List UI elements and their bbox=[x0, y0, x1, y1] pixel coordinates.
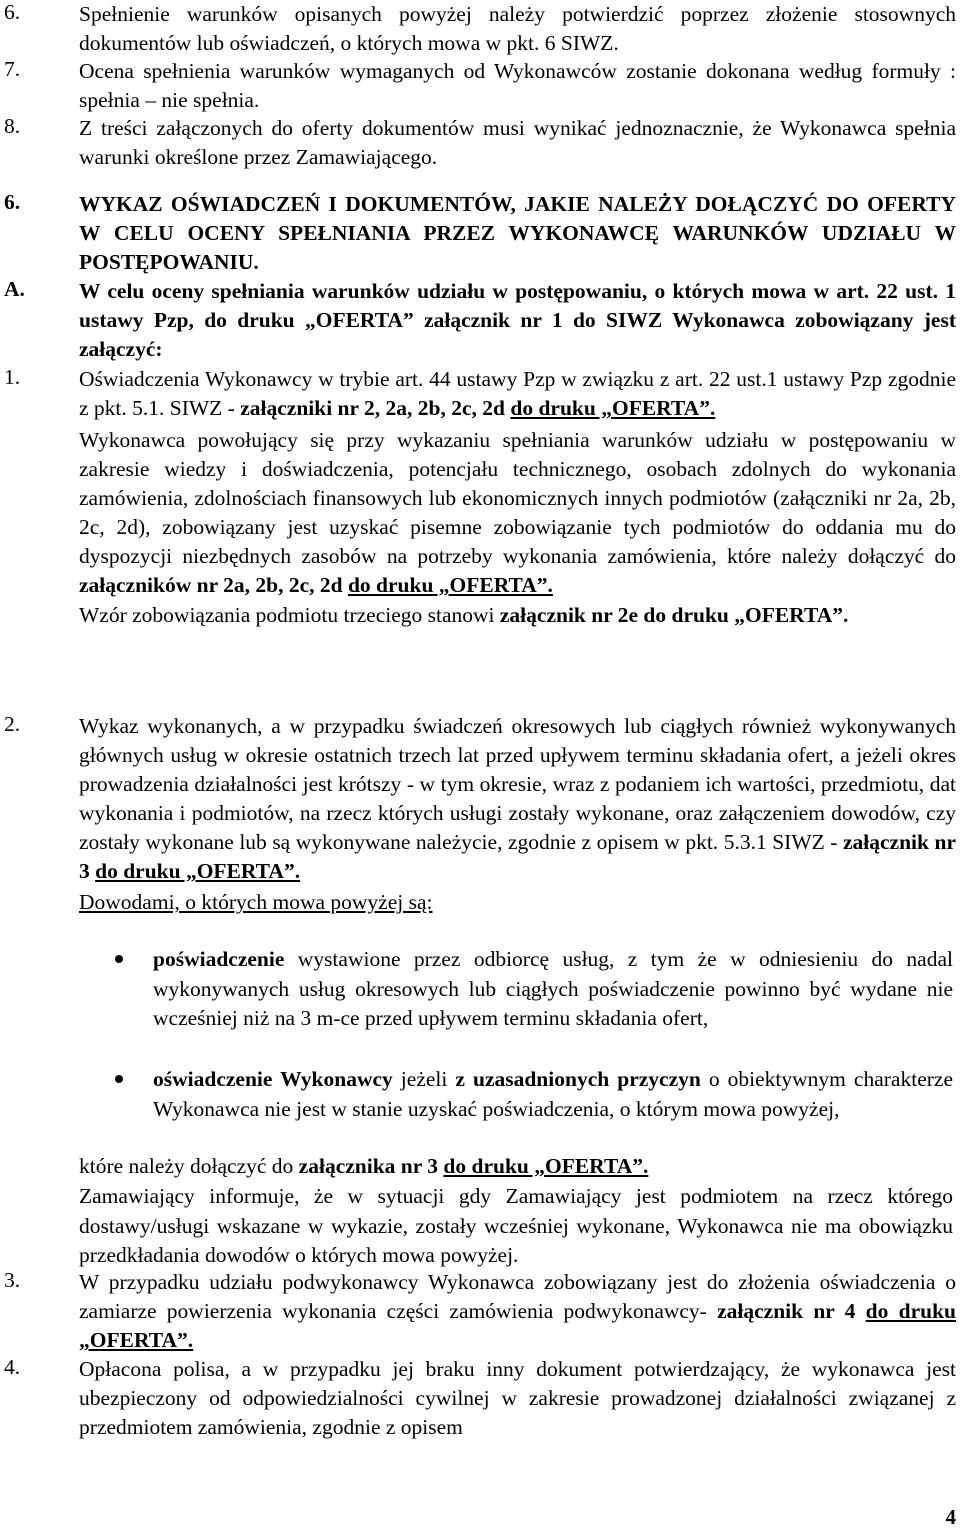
requirement-4-text: Opłacona polisa, a w przypadku jej braku inny dokument potwierdzający, że wykonawca jest ubezpieczony od odpowiedzialności cywilnej w zakresie prowadzonej działalności związanej z przedmiotem zamówienia, zgodnie z opisem bbox=[79, 1357, 956, 1439]
text: które należy dołączyć do bbox=[79, 1154, 299, 1178]
requirement-1-paragraph-3 bbox=[79, 601, 956, 630]
item-number: 7. bbox=[4, 57, 21, 81]
requirement-4 bbox=[4, 1355, 956, 1442]
text: Oświadczenia Wykonawcy w trybie art. 44 ustawy Pzp w związku z art. 22 ust.1 ustawy Pzp zgodnie z pkt. 5.1. SIWZ - bbox=[79, 367, 956, 420]
item-text: Z treści załączonych do oferty dokumentów musi wynikać jednoznacznie, że Wykonawca spełnia warunki określone przez Zamawiającego. bbox=[79, 116, 956, 169]
bold-text: załączników nr 2a, 2b, 2c, 2d bbox=[79, 573, 348, 597]
item-number: 3. bbox=[4, 1268, 21, 1292]
bullet-item-2 bbox=[115, 1065, 953, 1124]
item-number: 8. bbox=[4, 114, 21, 138]
item-number: 6. bbox=[4, 0, 21, 24]
text: W przypadku udziału podwykonawcy Wykonawca zobowiązany jest do złożenia oświadczenia o zamiarze powierzenia wykonania części zamówienia podwykonawcy- bbox=[79, 1270, 956, 1323]
item-number: 1. bbox=[4, 365, 21, 389]
item-text: Ocena spełnienia warunków wymaganych od Wykonawców zostanie dokonana według formuły : spełnia – nie spełnia. bbox=[79, 59, 956, 112]
bold-underlined-text: do druku „OFERTA”. bbox=[443, 1154, 649, 1178]
subsection-heading: W celu oceny spełniania warunków udziału w postępowaniu, o których mowa w art. 22 ust. 1 ustawy Pzp, do druku „OFERTA” załącznik nr 1 do SIWZ Wykonawca zobowiązany jest załączyć: bbox=[79, 279, 956, 361]
item-text: Spełnienie warunków opisanych powyżej należy potwierdzić poprzez złożenie stosownych dokumentów lub oświadczeń, o których mowa w pkt. 6 SIWZ. bbox=[79, 2, 956, 55]
requirement-2-text bbox=[79, 712, 956, 886]
bold-underlined-text: do druku „OFERTA”. bbox=[95, 859, 301, 883]
bullet-item-1 bbox=[115, 945, 953, 1034]
text: jeżeli bbox=[392, 1067, 456, 1091]
evidence-label: Dowodami, o których mowa powyżej są: bbox=[79, 890, 433, 914]
requirement-3-text bbox=[79, 1268, 956, 1355]
bold-text: załącznik nr 3 bbox=[79, 830, 956, 883]
text: Wykonawca powołujący się przy wykazaniu spełniania warunków udziału w postępowaniu w zakresie wiedzy i doświadczenia, potencjału technicznego, osobach zdolnych do wykonania zamówienia, zdolnościach finansowych lub ekonomicznych innych podmiotów (załączniki nr 2a, 2b, 2c, 2d), zobowiązany jest uzyskać pisemne zobowiązanie tych podmiotów do oddania mu do dyspozycji niezbędnych zasobów na potrzeby wykonania zamówienia, które należy dołączyć do bbox=[79, 428, 956, 568]
bold-text: poświadczenie bbox=[153, 947, 285, 971]
section-heading-6 bbox=[4, 190, 956, 277]
bold-text: załącznika nr 3 bbox=[298, 1154, 444, 1178]
text: o obiektywnym charakterze Wykonawca nie jest w stanie uzyskać poświadczenia, o którym mowa powyżej, bbox=[153, 1067, 953, 1121]
requirement-1-text bbox=[79, 365, 956, 423]
info-paragraph: Zamawiający informuje, że w sytuacji gdy Zamawiający jest podmiotem na rzecz którego dostawy/usługi wskazane w wykazie, zostały wcześniej wykonane, Wykonawca nie ma obowiązku przedkładania dowodów o których mowa powyżej. bbox=[79, 1184, 953, 1267]
page-number: 4 bbox=[945, 1505, 956, 1529]
requirement-1 bbox=[4, 365, 956, 630]
subsection-letter: A. bbox=[4, 277, 25, 301]
bullet-text bbox=[153, 945, 953, 1034]
requirement-3 bbox=[4, 1268, 956, 1355]
section-title: WYKAZ OŚWIADCZEŃ I DOKUMENTÓW, JAKIE NALEŻY DOŁĄCZYĆ DO OFERTY W CELU OCENY SPEŁNIANIA PRZEZ WYKONAWCĘ WARUNKÓW UDZIAŁU W POSTĘPOWANIU. bbox=[79, 192, 956, 274]
item-number: 4. bbox=[4, 1355, 21, 1379]
text: wystawione przez odbiorcę usług, z tym że w odniesieniu do nadal wykonywanych usług okresowych lub ciągłych poświadczenie powinno być wydane nie wcześniej niż na 3 m-ce przed upływem terminu składania ofert, bbox=[153, 947, 953, 1030]
bold-text: oświadczenie Wykonawcy bbox=[153, 1067, 393, 1091]
bold-text: załączniki nr 2, 2a, 2b, 2c, 2d bbox=[240, 396, 511, 420]
bold-text: załącznik nr 4 bbox=[717, 1299, 866, 1323]
subsection-a bbox=[4, 277, 956, 364]
text: Wykaz wykonanych, a w przypadku świadczeń okresowych lub ciągłych również wykonywanych głównych usług w okresie ostatnich trzech lat przed upływem terminu składania ofert, a jeżeli okres prowadzenia działalności jest krótszy - w tym okresie, wraz z podaniem ich wartości, przedmiotu, dat wykonania i podmiotów, na rzecz których usługi zostały wykonane, oraz załączeniem dowodów, czy zostały wykonane lub są wykonywane należycie, zgodnie z opisem w pkt. 5.3.1 SIWZ - bbox=[79, 714, 956, 854]
requirement-2 bbox=[4, 712, 956, 917]
section-number: 6. bbox=[4, 190, 21, 214]
bullet-text bbox=[153, 1065, 953, 1124]
bold-underlined-text: do druku „OFERTA”. bbox=[510, 396, 716, 420]
bullet-icon bbox=[115, 1075, 123, 1083]
bullet-icon bbox=[115, 955, 123, 963]
list-item-6 bbox=[4, 0, 956, 58]
bold-text: załącznik nr 2e do druku „OFERTA”. bbox=[499, 603, 849, 627]
list-item-8 bbox=[4, 114, 956, 172]
bold-text: z uzasadnionych przyczyn bbox=[455, 1067, 701, 1091]
after-bullets-paragraph bbox=[79, 1152, 953, 1182]
bold-underlined-text: do druku „OFERTA”. bbox=[347, 573, 553, 597]
requirement-1-paragraph-2 bbox=[79, 426, 956, 600]
bold-underlined-text: do druku „OFERTA”. bbox=[79, 1299, 956, 1352]
item-number: 2. bbox=[4, 712, 21, 736]
text: Wzór zobowiązania podmiotu trzeciego stanowi bbox=[79, 603, 500, 627]
list-item-7 bbox=[4, 57, 956, 115]
